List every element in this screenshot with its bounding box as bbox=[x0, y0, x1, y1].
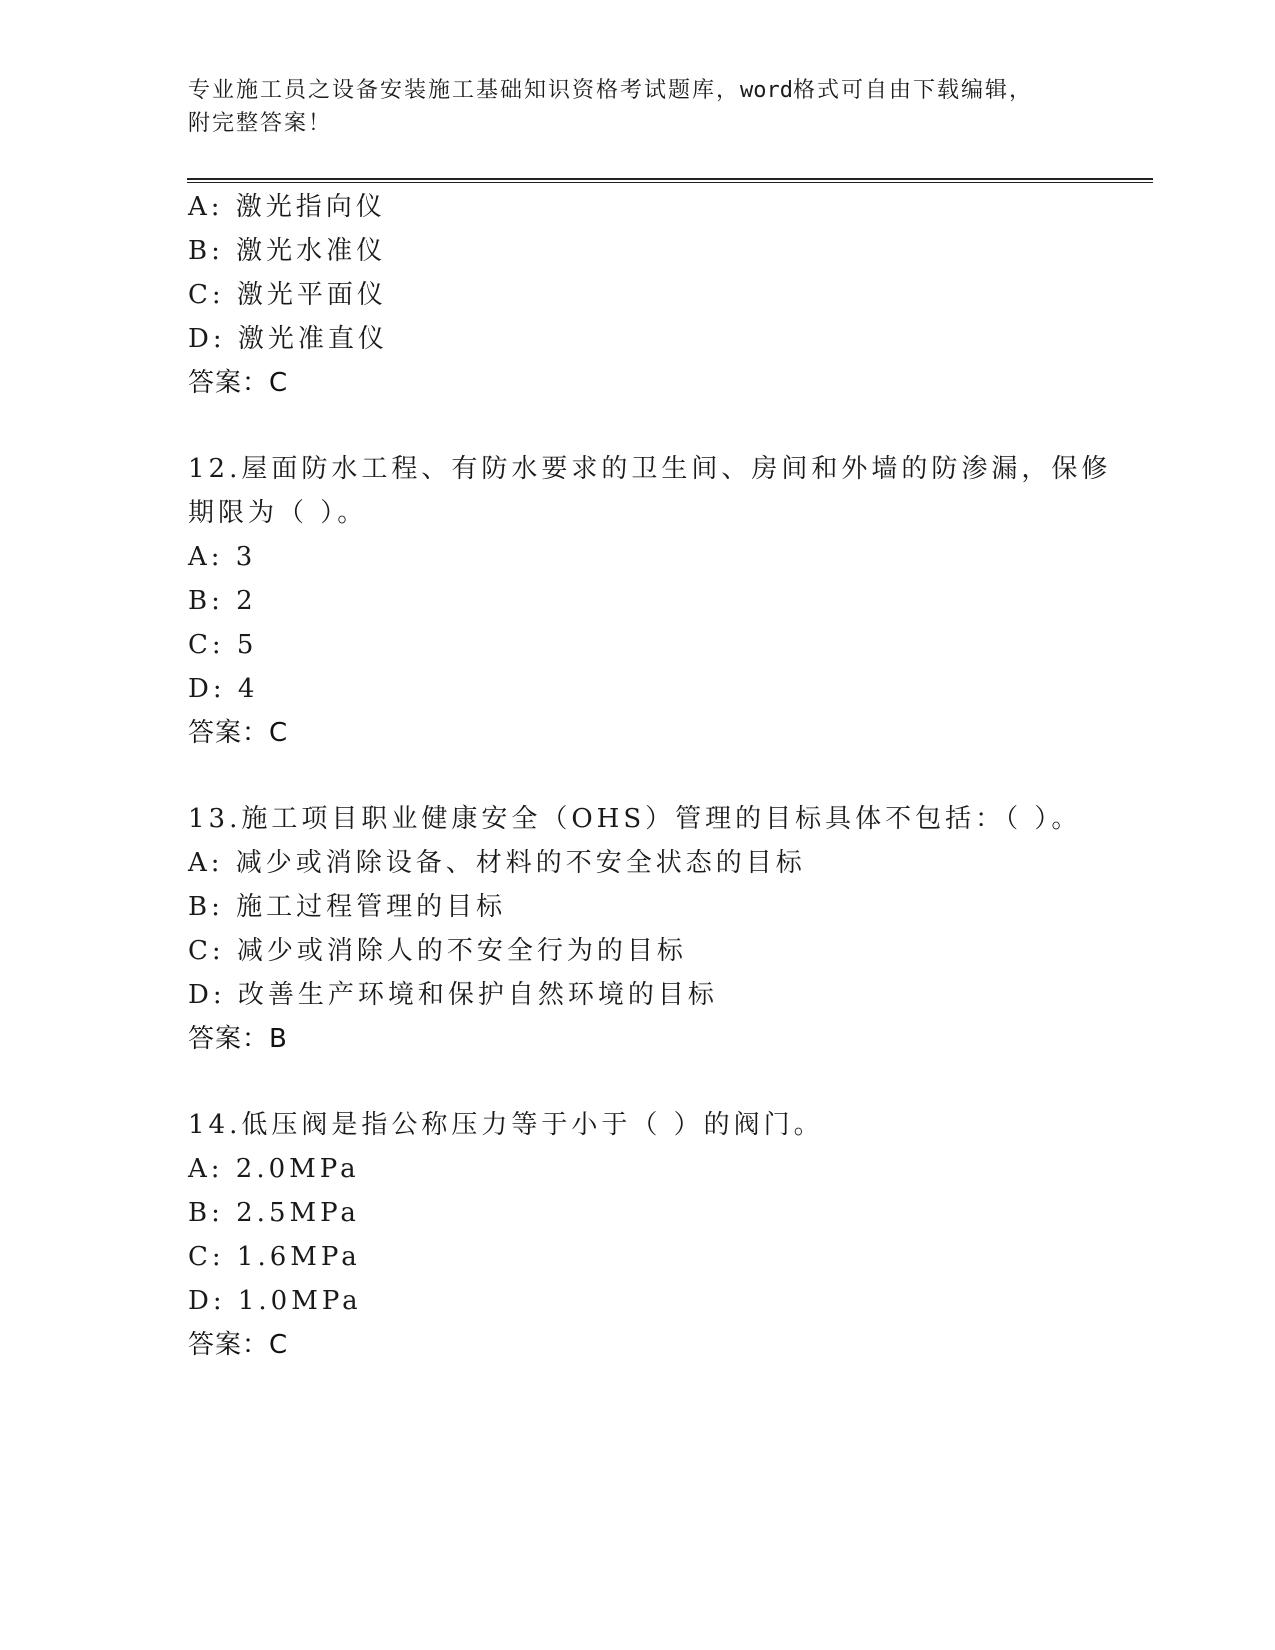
header-text-part-2: 格式可自由下载编辑， bbox=[793, 78, 1034, 103]
q12-question-line-2: 期限为（ ）。 bbox=[188, 498, 368, 528]
q14-option-b: B: 2.5MPa bbox=[188, 1198, 360, 1228]
q12-option-b: B: 2 bbox=[188, 586, 257, 616]
q13-option-d: D: 改善生产环境和保护自然环境的目标 bbox=[188, 980, 718, 1010]
header-text-part-1: 专业施工员之设备安装施工基础知识资格考试题库， bbox=[188, 78, 741, 103]
q12-option-c: C: 5 bbox=[188, 630, 258, 660]
q14-option-c: C: 1.6MPa bbox=[188, 1242, 361, 1272]
document-header bbox=[188, 74, 1088, 140]
q12-answer: 答案：C bbox=[188, 718, 289, 748]
q11-option-a: A: 激光指向仪 bbox=[188, 192, 386, 222]
header-line-2: 附完整答案！ bbox=[188, 111, 333, 136]
q13-question: 13.施工项目职业健康安全（OHS）管理的目标具体不包括：（ ）。 bbox=[188, 804, 1082, 834]
q13-option-c: C: 减少或消除人的不安全行为的目标 bbox=[188, 936, 687, 966]
q13-answer: 答案：B bbox=[188, 1024, 288, 1054]
q14-option-d: D: 1.0MPa bbox=[188, 1286, 362, 1316]
q12-option-a: A: 3 bbox=[188, 542, 257, 572]
q11-option-c: C: 激光平面仪 bbox=[188, 280, 387, 310]
header-line-1 bbox=[188, 74, 1088, 107]
header-text-word: word bbox=[740, 78, 793, 103]
header-divider bbox=[187, 178, 1153, 183]
q13-option-a: A: 减少或消除设备、材料的不安全状态的目标 bbox=[188, 848, 806, 878]
q14-option-a: A: 2.0MPa bbox=[188, 1154, 360, 1184]
q12-question-line-1: 12.屋面防水工程、有防水要求的卫生间、房间和外墙的防渗漏，保修 bbox=[188, 454, 1112, 484]
q11-option-b: B: 激光水准仪 bbox=[188, 236, 387, 266]
q11-option-d: D: 激光准直仪 bbox=[188, 324, 388, 354]
q12-option-d: D: 4 bbox=[188, 674, 259, 704]
q11-answer: 答案：C bbox=[188, 368, 289, 398]
q14-answer: 答案：C bbox=[188, 1330, 289, 1360]
q13-option-b: B: 施工过程管理的目标 bbox=[188, 892, 507, 922]
q14-question: 14.低压阀是指公称压力等于小于（ ）的阀门。 bbox=[188, 1110, 824, 1140]
